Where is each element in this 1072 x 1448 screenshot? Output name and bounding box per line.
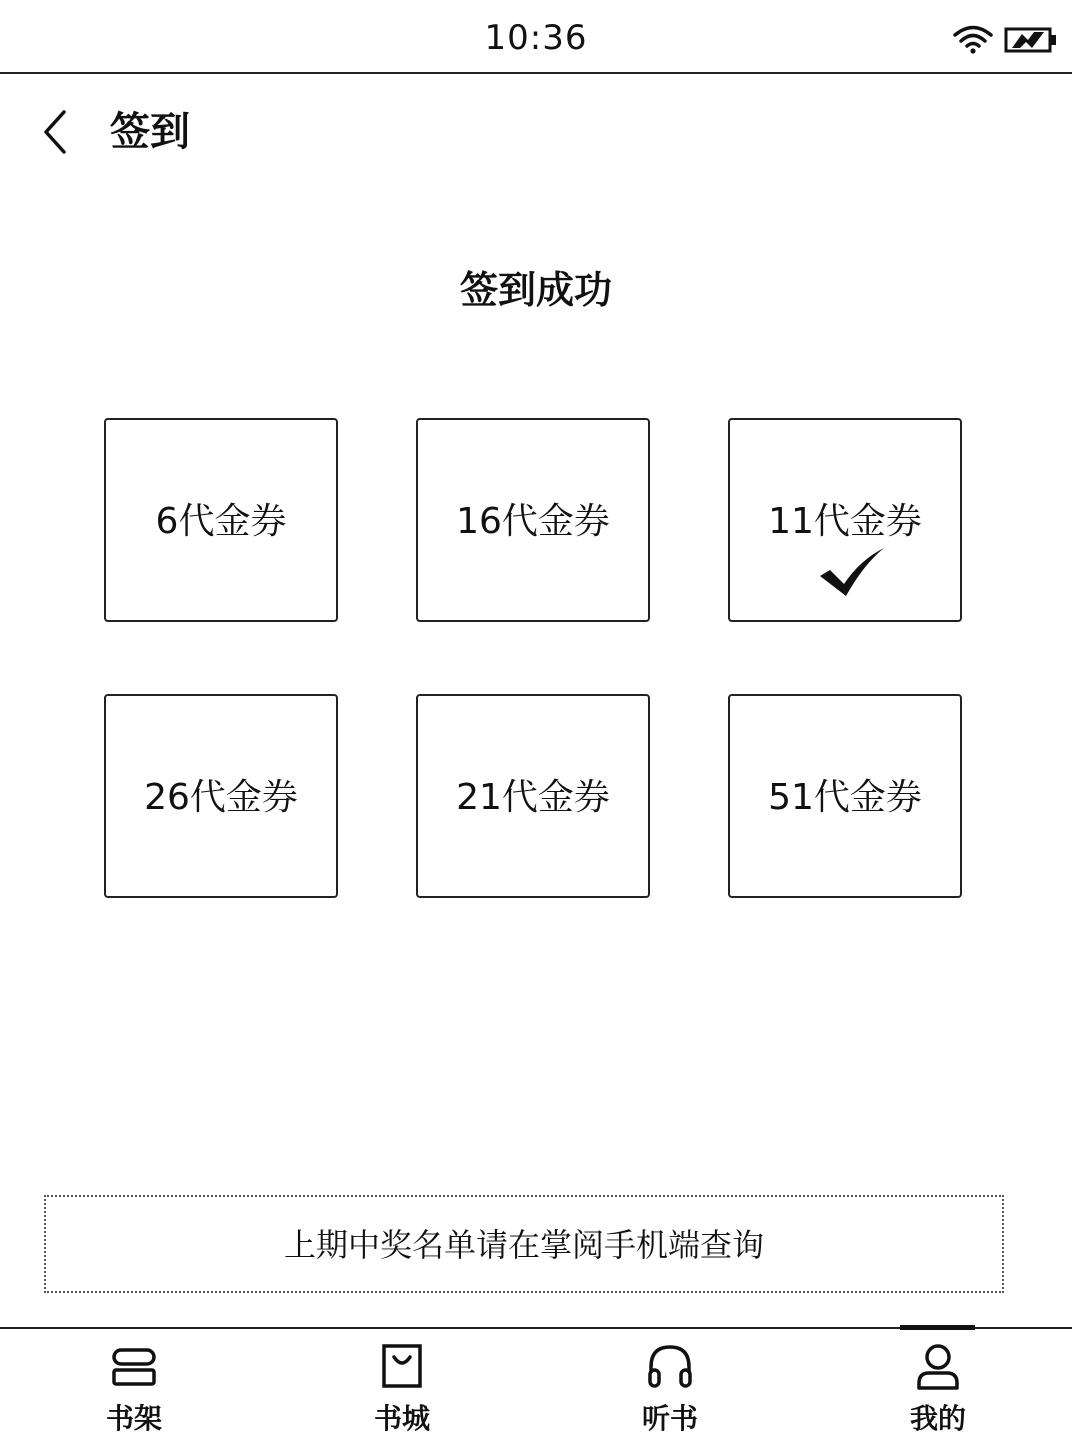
status-bar <box>0 0 1072 74</box>
reward-label: 6代金券 <box>155 501 287 542</box>
reward-label: 21代金券 <box>456 777 610 818</box>
page-title: 签到 <box>110 109 190 155</box>
reward-label: 16代金券 <box>456 501 610 542</box>
nav-item-bookshelf[interactable] <box>67 1329 201 1448</box>
reward-card[interactable] <box>728 694 962 898</box>
nav-label: 听书 <box>641 1402 698 1435</box>
nav-item-bookstore[interactable] <box>335 1329 469 1448</box>
bottom-nav <box>0 1327 1072 1448</box>
reward-card[interactable] <box>104 694 338 898</box>
winners-notice[interactable] <box>44 1195 1004 1293</box>
user-icon <box>913 1341 963 1391</box>
chevron-left-icon <box>30 104 86 160</box>
back-button[interactable] <box>30 104 86 160</box>
checkin-result-text: 签到成功 <box>459 268 612 312</box>
nav-label: 书架 <box>105 1402 162 1435</box>
reward-label: 26代金券 <box>144 777 298 818</box>
reward-label: 51代金券 <box>768 777 922 818</box>
notice-text: 上期中奖名单请在掌阅手机端查询 <box>283 1226 764 1264</box>
wifi-icon <box>952 24 994 54</box>
nav-label: 书城 <box>373 1402 430 1435</box>
headphones-icon <box>645 1341 695 1391</box>
checkmark-icon <box>816 546 886 598</box>
battery-charging-icon <box>1004 26 1058 54</box>
reward-card[interactable] <box>416 694 650 898</box>
reward-card[interactable] <box>104 418 338 622</box>
nav-item-audiobooks[interactable] <box>603 1329 737 1448</box>
nav-label: 我的 <box>909 1402 966 1435</box>
nav-item-profile[interactable] <box>871 1329 1005 1448</box>
bookshelf-icon <box>109 1341 159 1391</box>
reward-label: 11代金券 <box>768 501 922 542</box>
status-time: 10:36 <box>484 18 588 58</box>
reward-card[interactable] <box>416 418 650 622</box>
reward-card-selected[interactable] <box>728 418 962 622</box>
bookstore-icon <box>377 1341 427 1391</box>
